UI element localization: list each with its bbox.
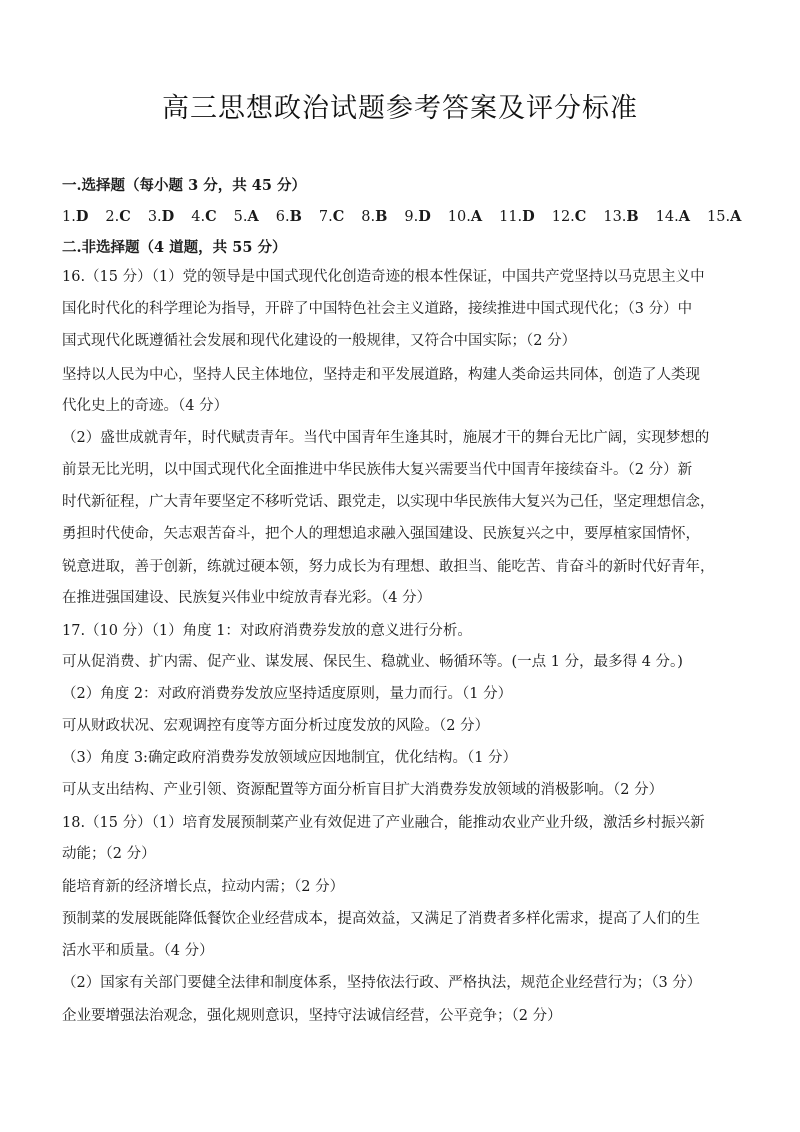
answer-text-line: 动能；（2 分） bbox=[62, 846, 156, 862]
choice-answer-item bbox=[62, 207, 88, 227]
choice-answer-letter: A bbox=[730, 208, 742, 225]
answer-text-line: 活水平和质量。（4 分） bbox=[62, 943, 214, 959]
choice-answer-letter: A bbox=[247, 208, 259, 225]
answer-text-line: 锐意进取，善于创新，练就过硬本领，努力成长为有理想、敢担当、能吃苦、肯奋斗的新时代好青年， bbox=[62, 559, 715, 575]
choice-answer-letter: D bbox=[522, 208, 535, 225]
choice-answer-letter: B bbox=[375, 208, 388, 225]
choice-answer-item bbox=[603, 207, 638, 227]
choice-answer-number: 11. bbox=[499, 209, 523, 225]
answer-text-line: 企业要增强法治观念，强化规则意识，坚持守法诚信经营，公平竞争；（2 分） bbox=[62, 1008, 562, 1024]
answer-text-line: （2）国家有关部门要健全法律和制度体系，坚持依法行政、严格执法，规范企业经营行为；（3 分） bbox=[62, 975, 702, 991]
answer-text-line: 16.（15 分）（1）党的领导是中国式现代化创造奇迹的根本性保证，中国共产党坚持以马克思主义中 bbox=[62, 269, 705, 285]
answer-text-line: 时代新征程，广大青年要坚定不移听党话、跟党走，以实现中华民族伟大复兴为己任，坚定理想信念， bbox=[62, 494, 715, 510]
choice-answer-item bbox=[319, 207, 344, 227]
answer-text-line: 可从促消费、扩内需、促产业、谋发展、保民生、稳就业、畅循环等。(一点 1 分，最多得 4 分。) bbox=[62, 654, 683, 670]
choice-answer-number: 15. bbox=[707, 209, 731, 225]
choice-answer-item bbox=[499, 207, 535, 227]
choice-answer-item bbox=[276, 207, 302, 227]
page-title: 高三思想政治试题参考答案及评分标准 bbox=[162, 93, 638, 124]
answer-text-line: 坚持以人民为中心，坚持人民主体地位，坚持走和平发展道路，构建人类命运共同体，创造了人类现 bbox=[62, 367, 700, 383]
choice-answer-number: 9. bbox=[404, 209, 419, 225]
answer-text-line: 17.（10 分）（1）角度 1：对政府消费券发放的意义进行分析。 bbox=[62, 623, 472, 639]
choice-answer-letter: A bbox=[678, 208, 690, 225]
choice-answers-row bbox=[62, 207, 752, 227]
section2-heading: 二.非选择题（4 道题，共 55 分） bbox=[62, 239, 287, 256]
choice-answer-letter: C bbox=[119, 208, 131, 225]
choice-answer-item bbox=[448, 207, 482, 227]
choice-answer-number: 1. bbox=[62, 209, 76, 225]
answer-text-line: 国化时代化的科学理论为指导，开辟了中国特色社会主义道路，接续推进中国式现代化；（3 分）中 bbox=[62, 301, 693, 317]
answer-text-line: 国式现代化既遵循社会发展和现代化建设的一般规律，又符合中国实际；（2 分） bbox=[62, 333, 577, 349]
choice-answer-number: 8. bbox=[361, 209, 376, 225]
choice-answer-item bbox=[404, 207, 430, 227]
choice-answer-letter: C bbox=[205, 208, 217, 225]
choice-answer-number: 3. bbox=[147, 209, 162, 225]
choice-answer-item bbox=[191, 207, 216, 227]
answer-text-line: 前景无比光明，以中国式现代化全面推进中华民族伟大复兴需要当代中国青年接续奋斗。（2 分）新 bbox=[62, 462, 693, 478]
answer-text-line: 可从财政状况、宏观调控有度等方面分析过度发放的风险。（2 分） bbox=[62, 718, 490, 734]
choice-answer-number: 12. bbox=[551, 209, 575, 225]
choice-answer-letter: C bbox=[574, 208, 587, 225]
answer-text-line: （2）盛世成就青年，时代赋责青年。当代中国青年生逢其时，施展才干的舞台无比广阔，实现梦想的 bbox=[62, 430, 710, 446]
answer-text-line: 勇担时代使命，矢志艰苦奋斗，把个人的理想追求融入强国建设、民族复兴之中，要厚植家国情怀， bbox=[62, 526, 700, 542]
answer-text-line: 可从支出结构、产业引领、资源配置等方面分析盲目扩大消费券发放领域的消极影响。（2 分） bbox=[62, 782, 664, 798]
choice-answer-item bbox=[361, 207, 387, 227]
choice-answer-number: 4. bbox=[191, 209, 206, 225]
choice-answer-item bbox=[656, 207, 690, 227]
choice-answer-letter: D bbox=[75, 208, 89, 225]
choice-answer-number: 10. bbox=[447, 209, 471, 225]
choice-answer-item bbox=[234, 207, 259, 227]
choice-answer-letter: D bbox=[161, 208, 175, 225]
section1-heading: 一.选择题（每小题 3 分，共 45 分） bbox=[62, 177, 307, 194]
choice-answer-number: 13. bbox=[603, 209, 627, 225]
answer-text-line: 18.（15 分）（1）培育发展预制菜产业有效促进了产业融合，能推动农业产业升级，激活乡村振兴新 bbox=[62, 815, 705, 831]
choice-answer-item bbox=[148, 207, 174, 227]
answer-text-line: 代化史上的奇迹。（4 分） bbox=[62, 398, 229, 414]
choice-answer-letter: D bbox=[418, 208, 431, 225]
choice-answer-number: 5. bbox=[233, 209, 248, 225]
answer-text-line: 预制菜的发展既能降低餐饮企业经营成本，提高效益，又满足了消费者多样化需求，提高了人们的生 bbox=[62, 911, 700, 927]
answer-text-line: 能培育新的经济增长点，拉动内需；（2 分） bbox=[62, 879, 345, 895]
answer-text-line: 在推进强国建设、民族复兴伟业中绽放青春光彩。（4 分） bbox=[62, 590, 432, 606]
choice-answer-number: 14. bbox=[655, 209, 679, 225]
choice-answer-letter: A bbox=[470, 208, 483, 225]
answer-text-line: （2）角度 2：对政府消费券发放应坚持适度原则，量力而行。（1 分） bbox=[62, 686, 513, 702]
choice-answer-item bbox=[105, 207, 130, 227]
answer-text-line: （3）角度 3:确定政府消费券发放领域应因地制宜，优化结构。（1 分） bbox=[62, 750, 518, 766]
choice-answer-item bbox=[707, 207, 741, 227]
choice-answer-letter: B bbox=[289, 208, 302, 225]
choice-answer-letter: B bbox=[626, 208, 639, 225]
choice-answer-letter: C bbox=[332, 208, 345, 225]
choice-answer-number: 2. bbox=[105, 209, 120, 225]
choice-answer-item bbox=[552, 207, 587, 227]
choice-answer-number: 6. bbox=[275, 209, 290, 225]
choice-answer-number: 7. bbox=[318, 209, 333, 225]
